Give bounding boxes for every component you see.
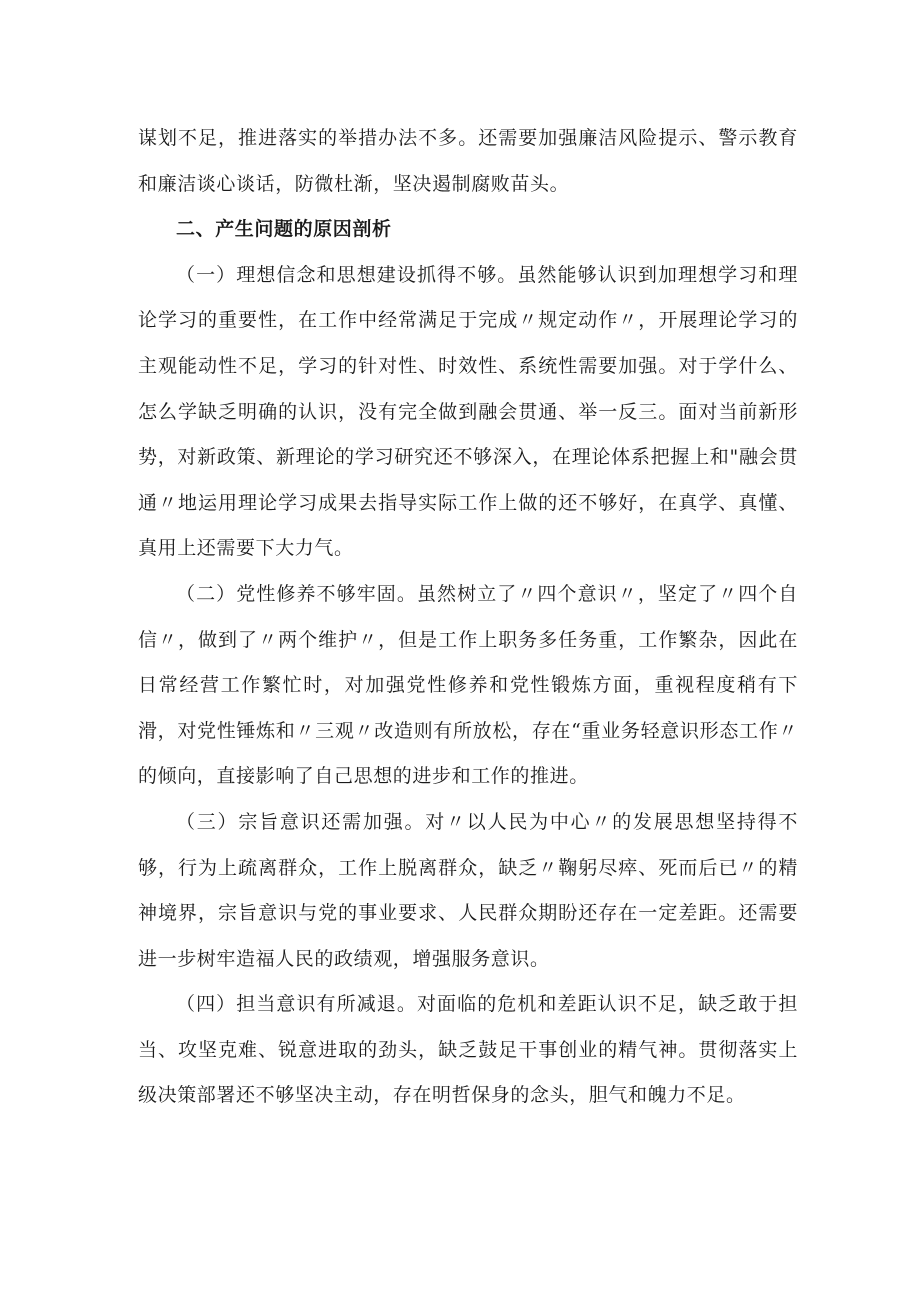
paragraph-item-4: （四）担当意识有所减退。对面临的危机和差距认识不足，缺乏敢于担当、攻坚克难、锐意进取的劲头，缺乏鼓足干事创业的精气神。贯彻落实上级决策部署还不够坚决主动，存在明哲保身的念头，胆气和魄力不足。	[138, 993, 798, 1107]
document-page	[138, 116, 798, 1119]
paragraph-item-1: （一）理想信念和思想建设抓得不够。虽然能够认识到加理想学习和理论学习的重要性，在工作中经常满足于完成〃规定动作〃，开展理论学习的主观能动性不足，学习的针对性、时效性、系统性需要加强。对于学什么、怎么学缺乏明确的认识，没有完全做到融会贯通、举一反三。面对当前新形势，对新政策、新理论的学习研究还不够深入，在理论体系把握上和"融会贯通〃地运用理论学习成果去指导实际工作上做的还不够好，在真学、真懂、真用上还需要下大力气。	[138, 263, 798, 560]
paragraph-continuation: 谋划不足，推进落实的举措办法不多。还需要加强廉洁风险提示、警示教育和廉洁谈心谈话，防微杜渐，坚决遏制腐败苗头。	[138, 127, 798, 195]
paragraph-item-3: （三）宗旨意识还需加强。对〃以人民为中心〃的发展思想坚持得不够，行为上疏离群众，工作上脱离群众，缺乏〃鞠躬尽瘁、死而后已〃的精神境界，宗旨意识与党的事业要求、人民群众期盼还存在一定差距。还需要进一步树牢造福人民的政绩观，增强服务意识。	[138, 810, 798, 970]
paragraph-item-2: （二）党性修养不够牢固。虽然树立了〃四个意识〃，坚定了〃四个自信〃，做到了〃两个维护〃，但是工作上职务多任务重，工作繁杂，因此在日常经营工作繁忙时，对加强党性修养和党性锻炼方面，重视程度稍有下滑，对党性锤炼和〃三观〃改造则有所放松，存在“重业务轻意识形态工作〃的倾向，直接影响了自己思想的进步和工作的推进。	[138, 582, 798, 788]
section-heading: 二、产生问题的原因剖析	[176, 218, 392, 241]
